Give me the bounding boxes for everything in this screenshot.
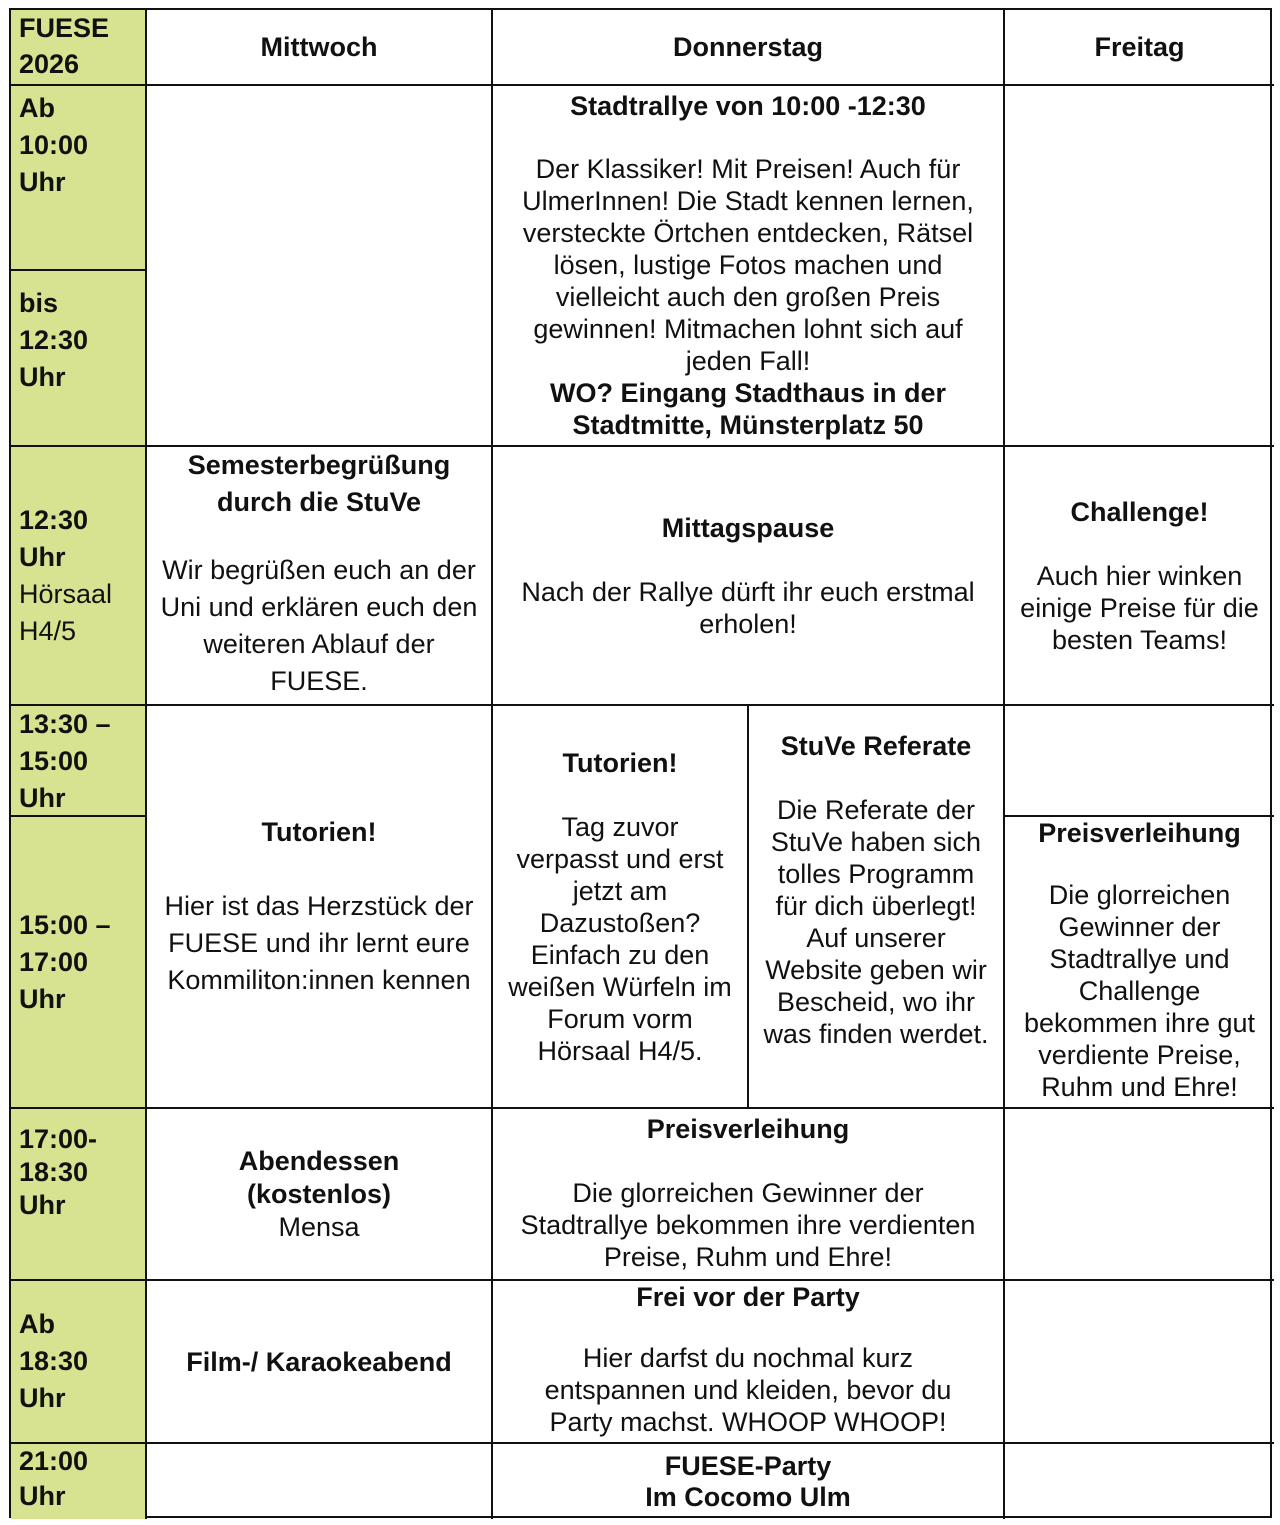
event-description: Hier darfst du nochmal kurz entspannen und kleiden, bevor du Party machst. WHOOP WHOOP!: [544, 1343, 952, 1437]
event-fuese-party: [493, 1444, 1005, 1519]
time-line: 13:30 –: [19, 709, 111, 739]
event-tutorien-thu: [493, 706, 749, 1109]
event-title: Tutorien!: [261, 817, 377, 847]
time-location-line: H4/5: [19, 615, 77, 646]
day-label-freitag: Freitag: [1094, 32, 1185, 62]
event-location: WO? Eingang Stadthaus in der Stadtmitte, Münsterplatz 50: [549, 378, 946, 440]
event-description: Die Referate der StuVe haben sich tolles Programm für dich überlegt! Auf unserer Website geben wir Bescheid, wo ihr was finden werdet.: [763, 795, 989, 1049]
event-preisverleihung-fri: [1005, 817, 1274, 1109]
day-label-mittwoch: Mittwoch: [260, 32, 378, 62]
time-slot-ab-1000: [11, 86, 147, 271]
event-title: Tutorien!: [562, 747, 678, 778]
day-label-donnerstag: Donnerstag: [672, 32, 824, 62]
time-location-line: Hörsaal: [19, 578, 113, 609]
event-frei-vor-der-party: [493, 1281, 1005, 1444]
corner-label: [11, 10, 147, 86]
time-slot-bis-1230: [11, 271, 147, 447]
event-title: Abendessen (kostenlos): [238, 1145, 400, 1209]
event-title: Preisverleihung: [646, 1114, 850, 1144]
event-mittagspause: [493, 447, 1005, 706]
time-slot-1500-1700: [11, 817, 147, 1109]
event-tutorien-wed: [147, 706, 493, 1109]
event-description: Hier ist das Herzstück der FUESE und ihr lernt eure Kommiliton:innen kennen: [164, 891, 474, 995]
event-description: Auch hier winken einige Preise für die besten Teams!: [1020, 560, 1259, 655]
event-title: Mittagspause: [661, 512, 835, 543]
event-stadtrallye: [493, 86, 1005, 447]
time-line: 12:30: [19, 325, 89, 355]
time-slot-1230: [11, 447, 147, 706]
cell-fri-1330-empty: [1005, 706, 1274, 817]
event-stuve-referate: [749, 706, 1005, 1109]
time-line: 17:00-: [19, 1124, 98, 1154]
header-mittwoch: [147, 10, 493, 86]
event-title: Semesterbegrüßung durch die StuVe: [187, 450, 451, 517]
event-description: Die glorreichen Gewinner der Stadtrallye bekommen ihre verdienten Preise, Ruhm und Ehre!: [520, 1178, 976, 1272]
event-preisverleihung-thu: [493, 1109, 1005, 1281]
header-donnerstag: [493, 10, 1005, 86]
time-line: 18:30: [19, 1157, 89, 1187]
time-line: Ab: [19, 1309, 55, 1339]
time-line: Uhr: [19, 167, 66, 197]
event-description: Tag zuvor verpasst und erst jetzt am Dazustoßen? Einfach zu den weißen Würfeln im Forum vorm Hörsaal H4/5.: [508, 811, 732, 1066]
time-line: 21:00: [19, 1446, 89, 1476]
cell-wed-morning-empty: [147, 86, 493, 447]
cell-fri-1830-empty: [1005, 1281, 1274, 1444]
event-title: Film-/ Karaokeabend: [186, 1346, 452, 1377]
event-film-karaokeabend: [147, 1281, 493, 1444]
time-line: Ab: [19, 93, 55, 123]
schedule-table: [9, 8, 1272, 1518]
event-title: FUESE-Party: [664, 1450, 832, 1481]
time-line: Uhr: [19, 983, 66, 1014]
time-slot-1700-1830: [11, 1109, 147, 1281]
time-line: bis: [19, 288, 59, 318]
cell-fri-2100-empty: [1005, 1444, 1274, 1519]
event-place: Mensa: [278, 1211, 360, 1242]
time-slot-2100: [11, 1444, 147, 1519]
event-description: Die glorreichen Gewinner der Stadtrallye und Challenge bekommen ihre gut verdiente Preise, Ruhm und Ehre!: [1023, 880, 1256, 1102]
time-line: Uhr: [19, 1383, 66, 1413]
corner-line-1: FUESE: [19, 13, 110, 43]
time-line: Uhr: [19, 1481, 66, 1511]
event-challenge: [1005, 447, 1274, 706]
cell-fri-1700-empty: [1005, 1109, 1274, 1281]
event-description: Wir begrüßen euch an der Uni und erklären euch den weiteren Ablauf der FUESE.: [160, 555, 478, 696]
event-title: Frei vor der Party: [636, 1282, 860, 1312]
cell-wed-2100-empty: [147, 1444, 493, 1519]
event-title: Challenge!: [1070, 496, 1209, 527]
time-line: Uhr: [19, 1190, 66, 1220]
event-title: Stadtrallye von 10:00 -12:30: [570, 91, 926, 121]
corner-line-2: 2026: [19, 49, 80, 79]
cell-fri-morning-empty: [1005, 86, 1274, 447]
time-slot-1330-1500: [11, 706, 147, 817]
time-line: Uhr: [19, 541, 66, 572]
event-title: Preisverleihung: [1038, 818, 1241, 848]
event-location: Im Cocomo Ulm: [645, 1481, 851, 1512]
time-line: Uhr: [19, 783, 66, 813]
time-line: 18:30: [19, 1346, 89, 1376]
time-line: 15:00 –: [19, 909, 111, 940]
time-line: Uhr: [19, 362, 66, 392]
event-description: Der Klassiker! Mit Preisen! Auch für UlmerInnen! Die Stadt kennen lernen, versteckte Örtchen entdecken, Rätsel lösen, lustige Fotos machen und vielleicht auch den großen Preis gewinnen! Mitmachen lohnt sich auf jeden Fall!: [522, 154, 974, 376]
time-line: 12:30: [19, 504, 89, 535]
header-freitag: [1005, 10, 1274, 86]
event-abendessen: [147, 1109, 493, 1281]
time-line: 10:00: [19, 130, 89, 160]
event-description: Nach der Rallye dürft ihr euch erstmal erholen!: [521, 576, 975, 639]
time-line: 15:00: [19, 746, 89, 776]
event-semesterbegruessung: [147, 447, 493, 706]
time-line: 17:00: [19, 946, 89, 977]
event-title: StuVe Referate: [780, 731, 972, 761]
time-slot-ab-1830: [11, 1281, 147, 1444]
